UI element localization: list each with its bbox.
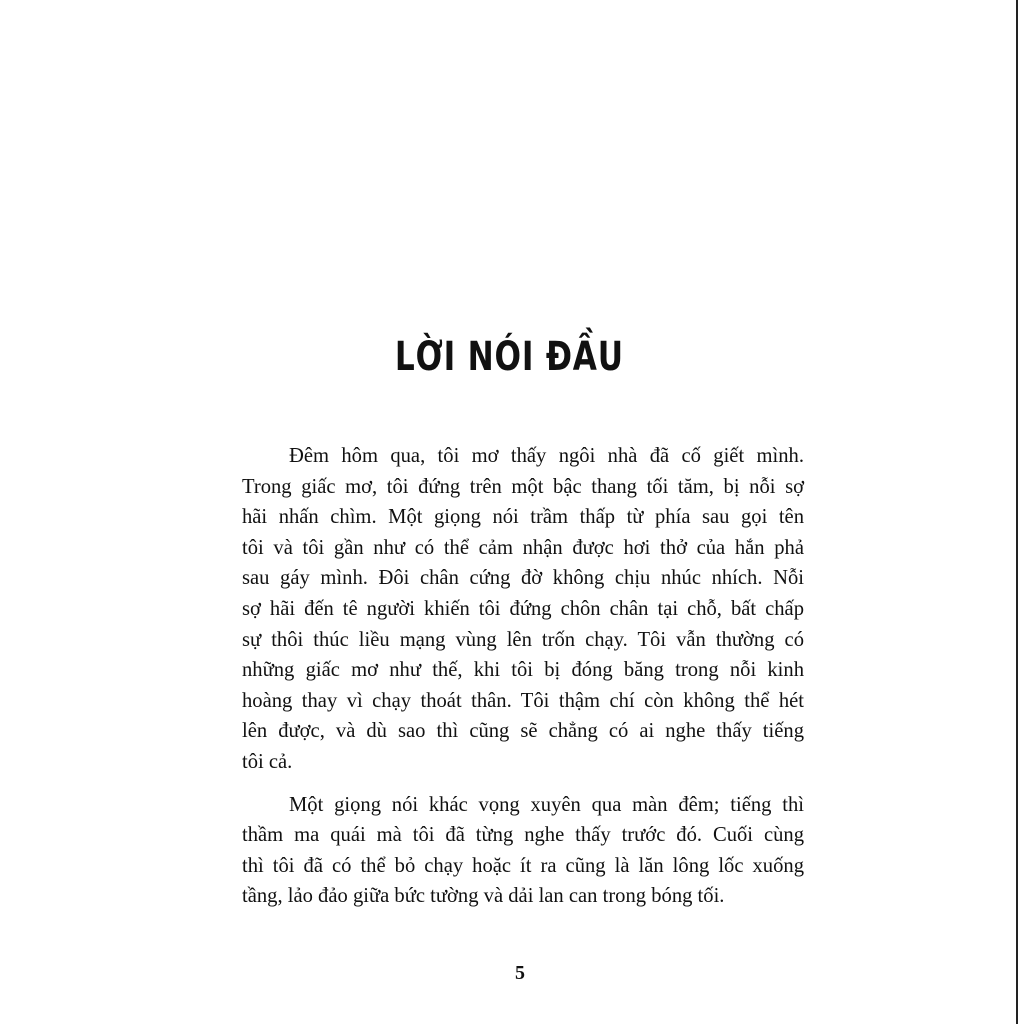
text-line: sự thôi thúc liều mạng vùng lên trốn chạy. Tôi vẫn thường có xyxy=(242,628,804,651)
text-line: Trong giấc mơ, tôi đứng trên một bậc thang tối tăm, bị nỗi sợ xyxy=(242,475,804,498)
chapter-title: LỜI NÓI ĐẦU xyxy=(394,334,624,380)
text-line: Một giọng nói khác vọng xuyên qua màn đêm; tiếng thì xyxy=(289,793,804,816)
text-line: tầng, lảo đảo giữa bức tường và dải lan can trong bóng tối. xyxy=(242,885,725,908)
text-line: Đêm hôm qua, tôi mơ thấy ngôi nhà đã cố giết mình. xyxy=(289,445,804,467)
page-number: 5 xyxy=(515,962,525,984)
page-edge-line xyxy=(1016,0,1018,1024)
paragraph-2 xyxy=(242,790,804,912)
text-line: thì tôi đã có thể bỏ chạy hoặc ít ra cũng là lăn lông lốc xuống xyxy=(242,854,804,877)
body-text xyxy=(242,441,804,924)
paragraph-1 xyxy=(242,441,804,778)
text-line: sợ hãi đến tê người khiến tôi đứng chôn chân tại chỗ, bất chấp xyxy=(242,597,804,620)
text-line: lên được, và dù sao thì cũng sẽ chẳng có ai nghe thấy tiếng xyxy=(242,720,804,743)
text-line: hoàng thay vì chạy thoát thân. Tôi thậm chí còn không thể hét xyxy=(242,689,804,712)
text-line: những giấc mơ như thế, khi tôi bị đóng băng trong nỗi kinh xyxy=(242,659,804,682)
text-line: thầm ma quái mà tôi đã từng nghe thấy trước đó. Cuối cùng xyxy=(242,824,804,847)
text-line: sau gáy mình. Đôi chân cứng đờ không chịu nhúc nhích. Nỗi xyxy=(242,567,804,590)
text-line: tôi và tôi gần như có thể cảm nhận được hơi thở của hắn phả xyxy=(242,536,804,559)
text-line: hãi nhấn chìm. Một giọng nói trầm thấp từ phía sau gọi tên xyxy=(242,506,804,529)
text-line: tôi cả. xyxy=(242,750,293,773)
